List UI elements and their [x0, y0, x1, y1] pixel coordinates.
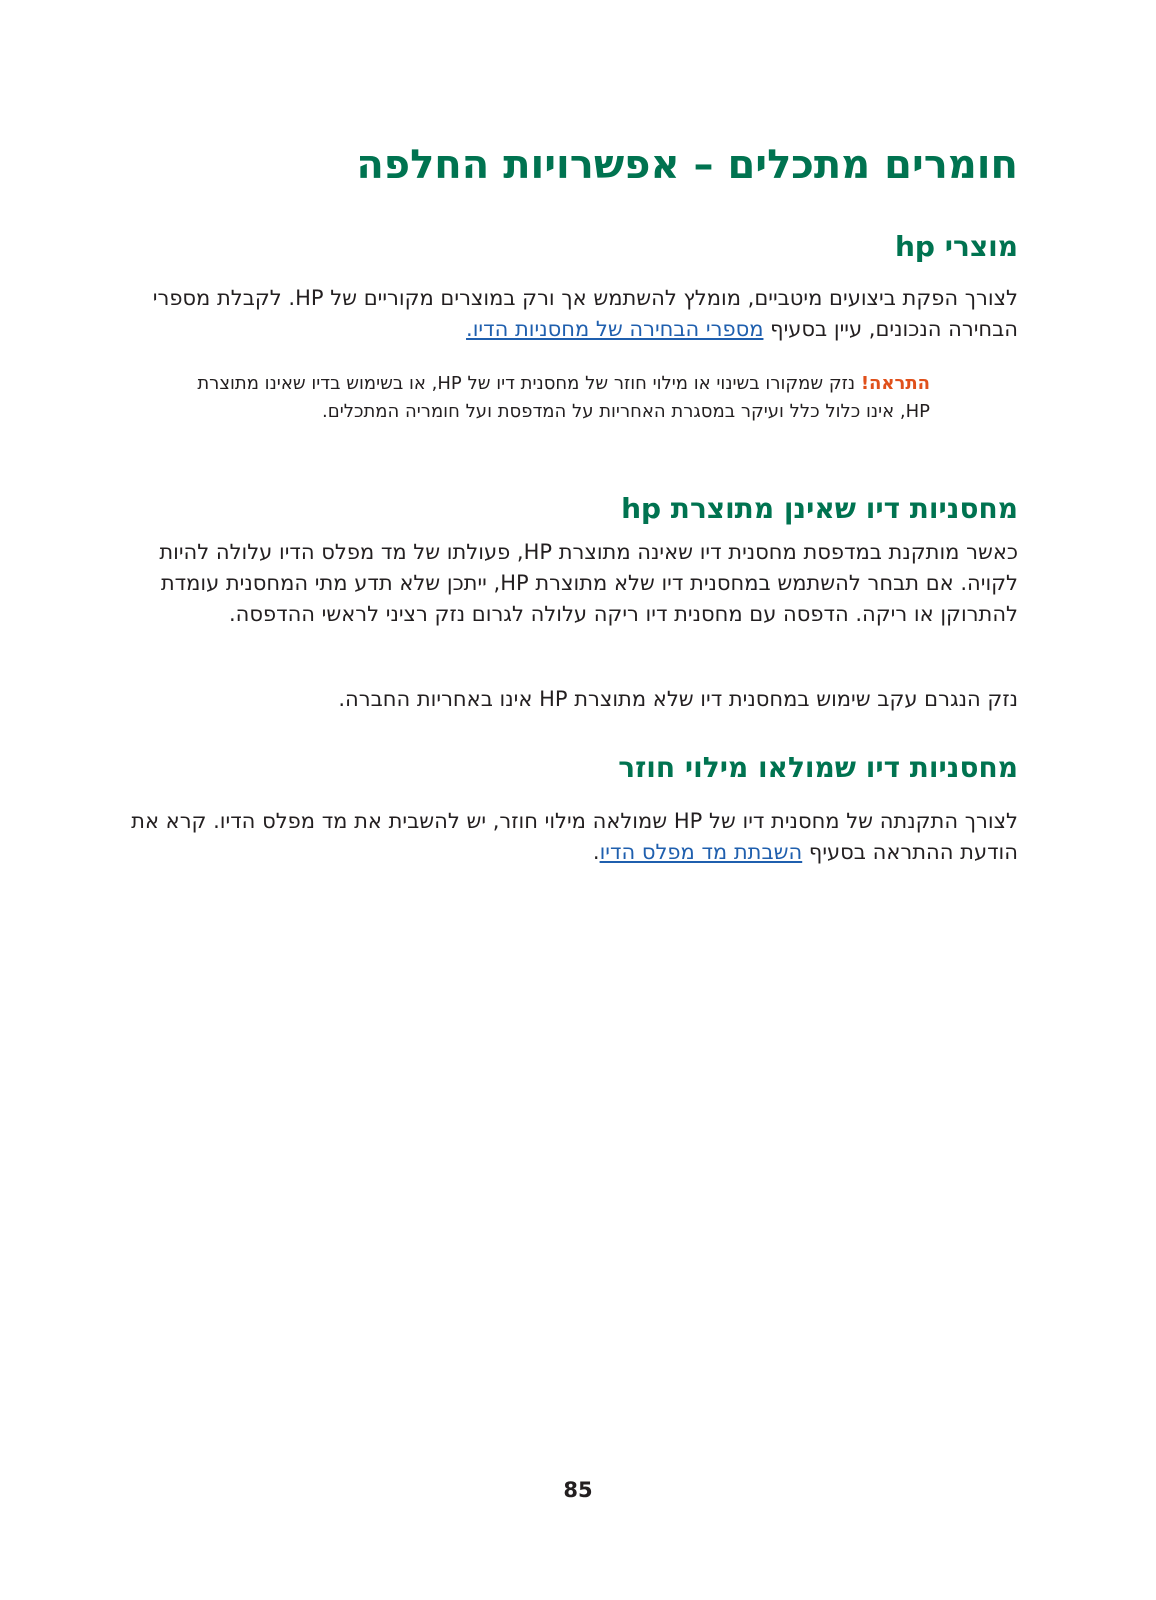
cartridge-numbers-link[interactable]: מספרי הבחירה של מחסניות הדיו. — [466, 317, 764, 341]
warning-text: נזק שמקורו בשינוי או מילוי חוזר של מחסנית דיו של HP, או בשימוש בדיו שאינו מתוצרת HP, אינו כלול כלל ועיקר במסגרת האחריות על המדפסת ועל חומריה המתכלים. — [197, 373, 930, 422]
page-title: חומרים מתכלים – אפשרויות החלפה — [356, 142, 1018, 188]
warning-label: התראה! — [860, 373, 930, 394]
hp-products-text: לצורך הפקת ביצועים מיטביים, מומלץ להשתמש אך ורק במוצרים מקוריים של HP. לקבלת מספרי הבחירה הנכונים, עיין בסעיף — [152, 286, 1018, 341]
hp-products-paragraph — [130, 283, 1018, 345]
page-number: 85 — [563, 1478, 593, 1502]
non-hp-paragraph-2: נזק הנגרם עקב שימוש במחסנית דיו שלא מתוצרת HP אינו באחריות החברה. — [338, 687, 1018, 711]
section-heading-hp-products: מוצרי hp — [895, 230, 1018, 263]
non-hp-paragraph-1: כאשר מותקנת במדפסת מחסנית דיו שאינה מתוצרת HP, פעולתו של מד מפלס הדיו עלולה להיות לקויה. אם תבחר להשתמש במחסנית דיו שלא מתוצרת HP, ייתכן שלא תדע מתי המחסנית עומדת להתרוקן או ריקה. הדפסה עם מחסנית דיו ריקה עלולה לגרום נזק רציני לראשי ההדפסה. — [159, 540, 1018, 626]
warning-note — [170, 370, 930, 426]
refilled-text: לצורך התקנתה של מחסנית דיו של HP שמולאה מילוי חוזר, יש להשבית את מד מפלס הדיו. קרא את הודעת ההתראה בסעיף — [131, 809, 1018, 864]
refilled-text-end: . — [592, 840, 600, 864]
disable-ink-gauge-link[interactable]: השבתת מד מפלס הדיו — [599, 840, 803, 864]
section-heading-non-hp: מחסניות דיו שאינן מתוצרת hp — [621, 492, 1018, 525]
refilled-paragraph — [130, 806, 1018, 868]
section-heading-refilled: מחסניות דיו שמולאו מילוי חוזר — [618, 751, 1018, 784]
